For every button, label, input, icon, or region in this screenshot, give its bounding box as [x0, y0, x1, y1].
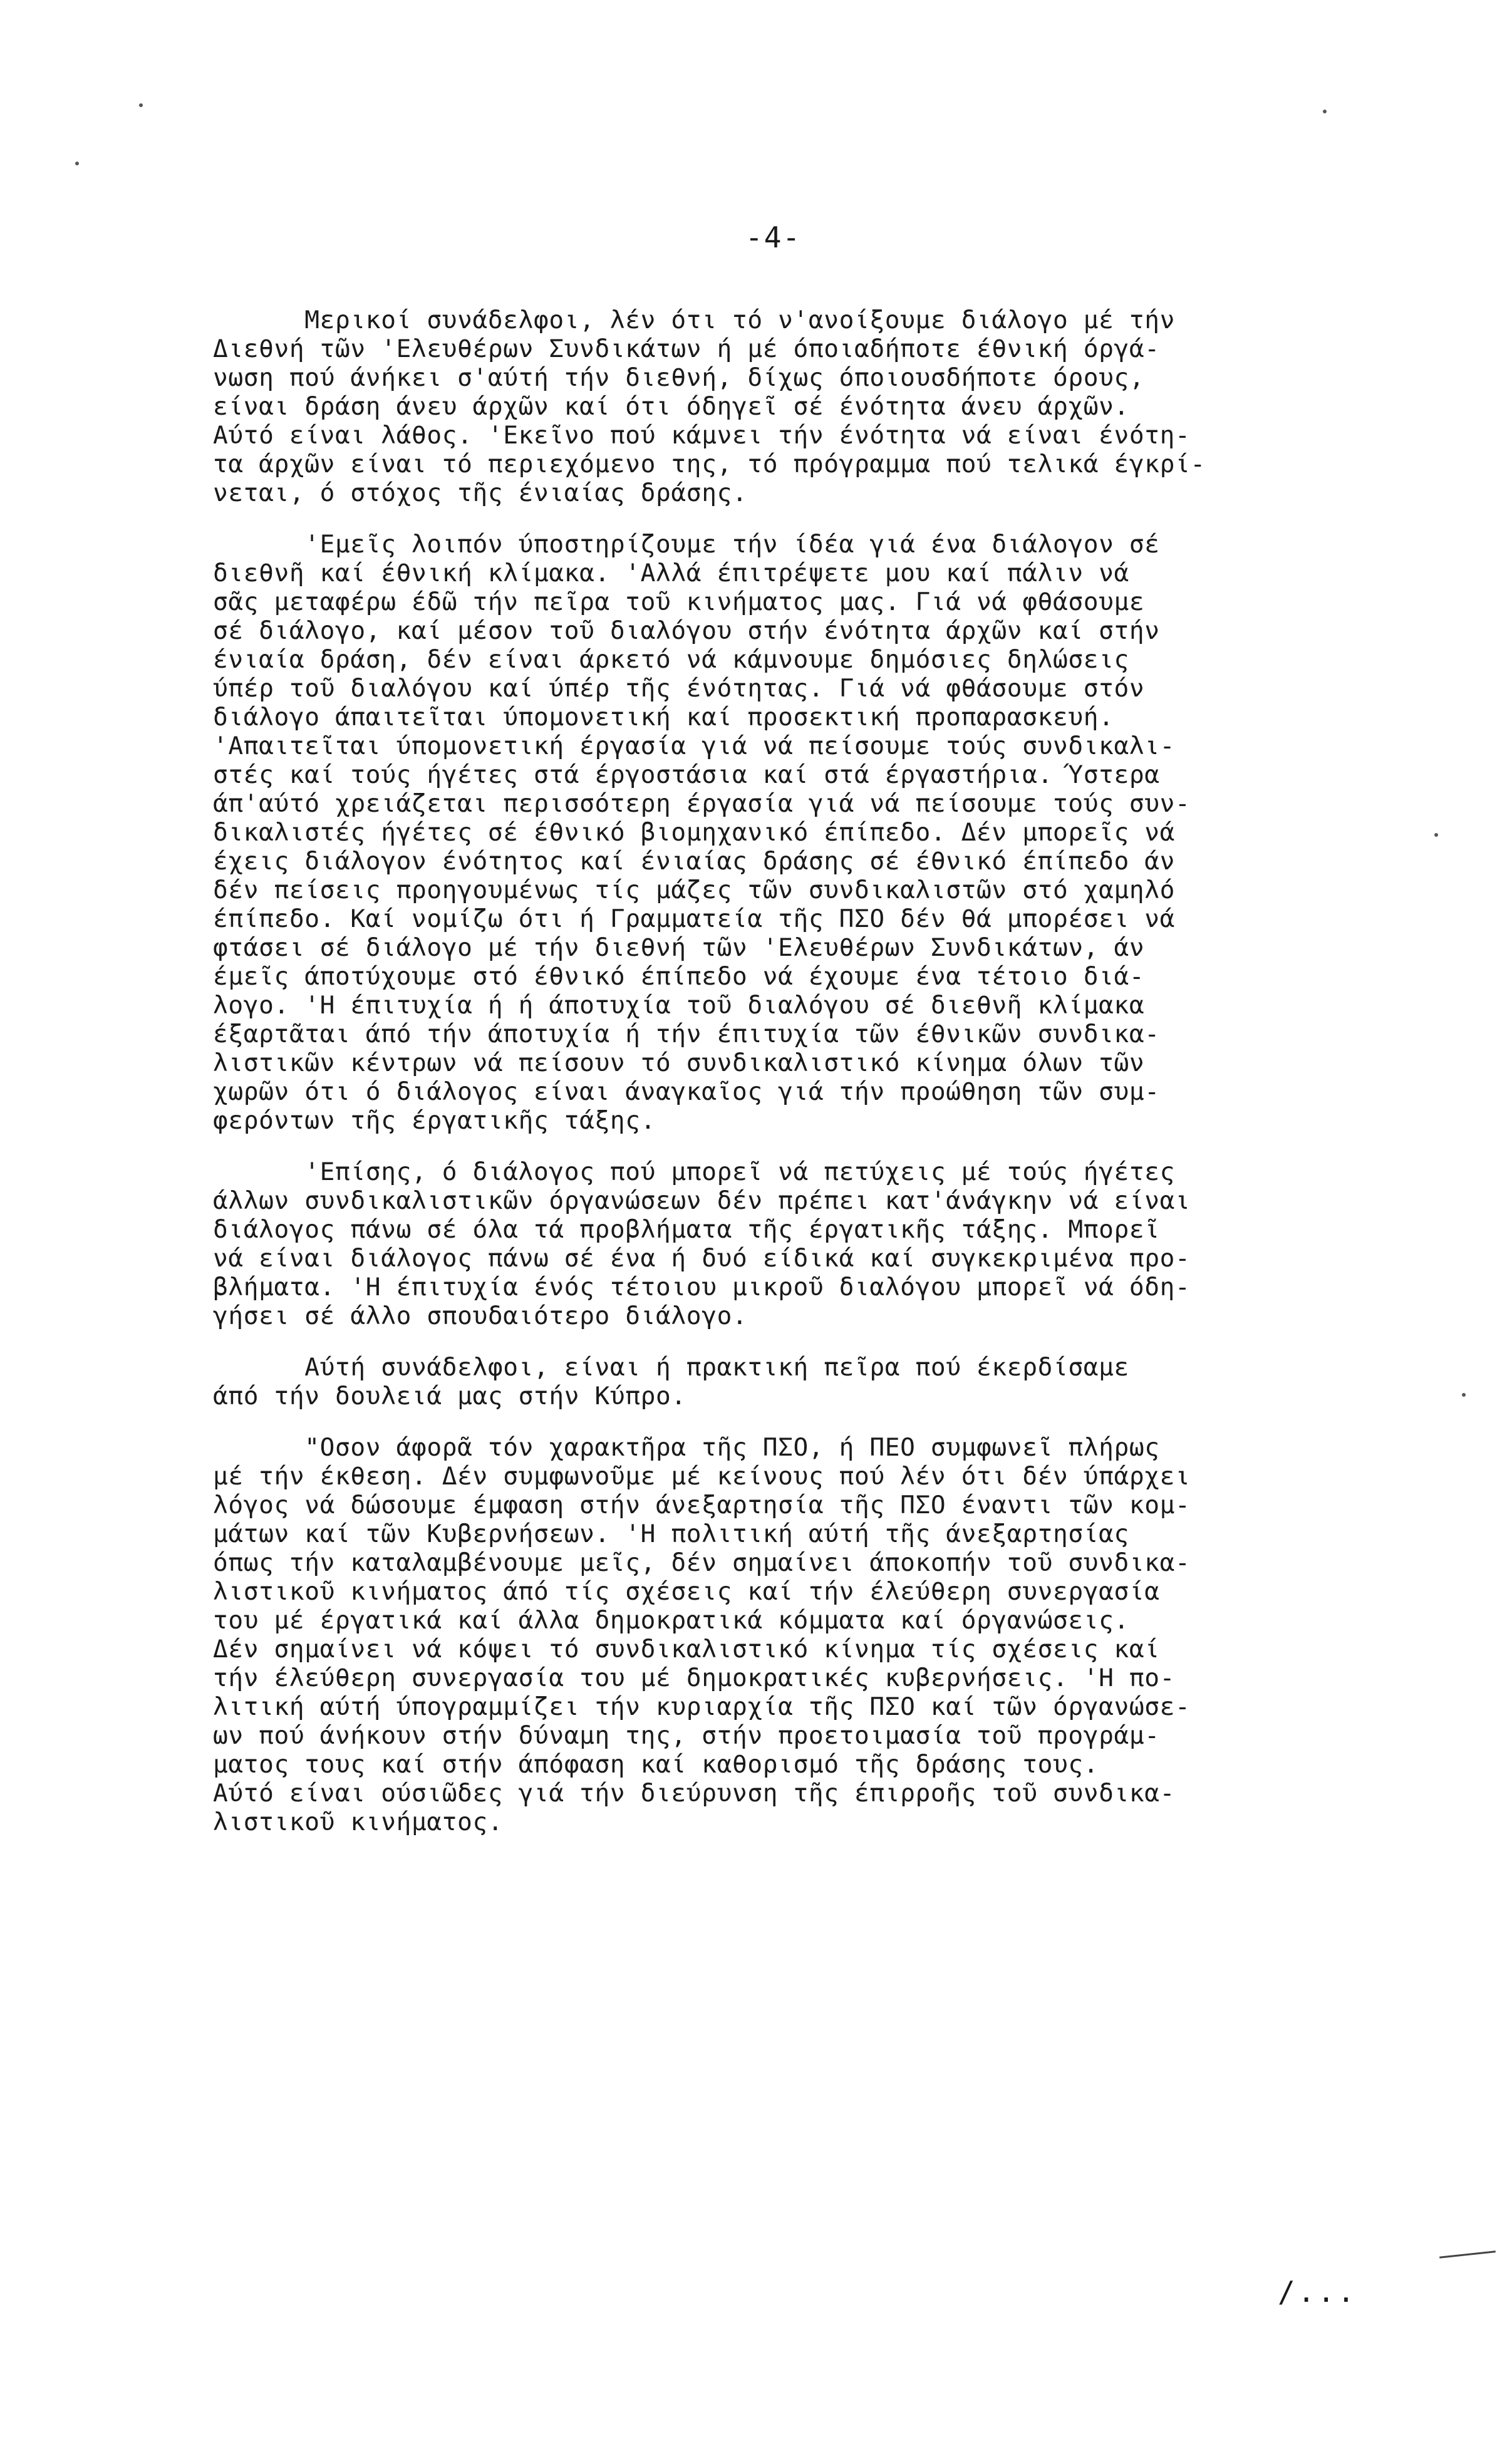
- paragraph: [213, 1353, 1453, 1411]
- scan-speck: [1323, 110, 1327, 113]
- text-line: έχεις διάλογον ένότητος καί ένιαίας δράσης σέ έθνικό έπίπεδο άν: [213, 847, 1176, 876]
- text-line: "Οσον άφορᾶ τόν χαρακτῆρα τῆς ΠΣΟ, ή ΠΕΟ συμφωνεῖ πλήρως: [213, 1433, 1160, 1462]
- text-line: μέ τήν έκθεση. Δέν συμφωνοῦμε μέ κείνους πού λέν ότι δέν ύπάρχει: [213, 1462, 1191, 1491]
- text-line: λιστικοῦ κινήματος.: [213, 1808, 504, 1836]
- text-line: λιτική αύτή ύπογραμμίζει τήν κυριαρχία τῆς ΠΣΟ καί τῶν όργανώσε-: [213, 1692, 1191, 1721]
- text-line: διάλογο άπαιτεῖται ύπομονετική καί προσεκτική προπαρασκευή.: [213, 703, 1114, 732]
- continuation-mark: /...: [1278, 2275, 1357, 2309]
- paragraph: [213, 1157, 1453, 1330]
- text-line: 'Απαιτεῖται ύπομονετική έργασία γιά νά πείσουμε τούς συνδικαλι-: [213, 732, 1176, 760]
- text-line: τα άρχῶν είναι τό περιεχόμενο της, τό πρόγραμμα πού τελικά έγκρί-: [213, 450, 1206, 479]
- text-line: μάτων καί τῶν Κυβερνήσεων. 'Η πολιτική αύτή τῆς άνεξαρτησίας: [213, 1520, 1129, 1548]
- text-line: Διεθνή τῶν 'Ελευθέρων Συνδικάτων ή μέ όποιαδήποτε έθνική όργά-: [213, 334, 1160, 363]
- paragraph: [213, 306, 1453, 507]
- text-line: λόγος νά δώσουμε έμφαση στήν άνεξαρτησία τῆς ΠΣΟ έναντι τῶν κομ-: [213, 1491, 1191, 1520]
- text-line: άλλων συνδικαλιστικῶν όργανώσεων δέν πρέπει κατ'άνάγκην νά είναι: [213, 1186, 1191, 1215]
- text-line: νωση πού άνήκει σ'αύτή τήν διεθνή, δίχως όποιουσδήποτε όρους,: [213, 363, 1145, 392]
- scan-speck: [1434, 833, 1438, 837]
- text-line: φερόντων τῆς έργατικῆς τάξης.: [213, 1106, 656, 1135]
- text-line: 'Εμεῖς λοιπόν ύποστηρίζουμε τήν ίδέα γιά ένα διάλογον σέ: [213, 530, 1160, 559]
- text-line: ύπέρ τοῦ διαλόγου καί ύπέρ τῆς ένότητας. Γιά νά φθάσουμε στόν: [213, 674, 1145, 703]
- page-number: -4-: [745, 220, 802, 254]
- text-line: στές καί τούς ήγέτες στά έργοστάσια καί στά έργαστήρια. Ύστερα: [213, 760, 1160, 789]
- text-line: Δέν σημαίνει νά κόψει τό συνδικαλιστικό κίνημα τίς σχέσεις καί: [213, 1635, 1160, 1664]
- text-line: λιστικῶν κέντρων νά πείσουν τό συνδικαλιστικό κίνημα όλων τῶν: [213, 1048, 1145, 1077]
- text-line: λιστικοῦ κινήματος άπό τίς σχέσεις καί τήν έλεύθερη συνεργασία: [213, 1577, 1160, 1606]
- text-line: άπό τήν δουλειά μας στήν Κύπρο.: [213, 1382, 686, 1411]
- text-line: γήσει σέ άλλο σπουδαιότερο διάλογο.: [213, 1302, 748, 1330]
- text-line: ένιαία δράση, δέν είναι άρκετό νά κάμνουμε δημόσιες δηλώσεις: [213, 645, 1129, 674]
- text-line: Μερικοί συνάδελφοι, λέν ότι τό ν'ανοίξουμε διάλογο μέ τήν: [213, 306, 1176, 334]
- text-line: σέ διάλογο, καί μέσον τοῦ διαλόγου στήν ένότητα άρχῶν καί στήν: [213, 616, 1160, 645]
- text-line: είναι δράση άνευ άρχῶν καί ότι όδηγεῖ σέ ένότητα άνευ άρχῶν.: [213, 392, 1129, 421]
- text-line: φτάσει σέ διάλογο μέ τήν διεθνή τῶν 'Ελευθέρων Συνδικάτων, άν: [213, 933, 1145, 962]
- text-line: διεθνῆ καί έθνική κλίμακα. 'Αλλά έπιτρέψετε μου καί πάλιν νά: [213, 559, 1129, 588]
- paragraph: [213, 1433, 1453, 1836]
- text-line: Αύτό είναι ούσιῶδες γιά τήν διεύρυνση τῆς έπιρροῆς τοῦ συνδικα-: [213, 1779, 1176, 1808]
- text-line: νά είναι διάλογος πάνω σέ ένα ή δυό είδικά καί συγκεκριμένα προ-: [213, 1244, 1191, 1273]
- text-line: όπως τήν καταλαμβένουμε μεῖς, δέν σημαίνει άποκοπήν τοῦ συνδικα-: [213, 1548, 1191, 1577]
- text-line: έπίπεδο. Καί νομίζω ότι ή Γραμματεία τῆς ΠΣΟ δέν θά μπορέσει νά: [213, 904, 1176, 933]
- text-line: τήν έλεύθερη συνεργασία του μέ δημοκρατικές κυβερνήσεις. 'Η πο-: [213, 1664, 1176, 1692]
- document-body: [213, 306, 1453, 1859]
- text-line: ων πού άνήκουν στήν δύναμη της, στήν προετοιμασία τοῦ προγράμ-: [213, 1721, 1160, 1750]
- text-line: Αύτή συνάδελφοι, είναι ή πρακτική πεῖρα πού έκερδίσαμε: [213, 1353, 1129, 1382]
- text-line: νεται, ό στόχος τῆς ένιαίας δράσης.: [213, 479, 748, 507]
- text-line: δικαλιστές ήγέτες σέ έθνικό βιομηχανικό έπίπεδο. Δέν μπορεῖς νά: [213, 818, 1176, 847]
- text-line: 'Επίσης, ό διάλογος πού μπορεῖ νά πετύχεις μέ τούς ήγέτες: [213, 1157, 1176, 1186]
- margin-stroke: [1439, 2250, 1496, 2258]
- text-line: χωρῶν ότι ό διάλογος είναι άναγκαῖος γιά τήν προώθηση τῶν συμ-: [213, 1077, 1160, 1106]
- scan-speck: [75, 162, 79, 165]
- scan-speck: [1462, 1393, 1466, 1397]
- text-line: άπ'αύτό χρειάζεται περισσότερη έργασία γιά νά πείσουμε τούς συν-: [213, 789, 1191, 818]
- text-line: διάλογος πάνω σέ όλα τά προβλήματα τῆς έργατικῆς τάξης. Μπορεῖ: [213, 1215, 1160, 1244]
- text-line: έξαρτᾶται άπό τήν άποτυχία ή τήν έπιτυχία τῶν έθνικῶν συνδικα-: [213, 1020, 1160, 1048]
- scan-speck: [139, 103, 143, 107]
- text-line: ματος τους καί στήν άπόφαση καί καθορισμό τῆς δράσης τους.: [213, 1750, 1099, 1779]
- text-line: βλήματα. 'Η έπιτυχία ένός τέτοιου μικροῦ διαλόγου μπορεῖ νά όδη-: [213, 1273, 1191, 1302]
- text-line: Αύτό είναι λάθος. 'Εκεῖνο πού κάμνει τήν ένότητα νά είναι ένότη-: [213, 421, 1191, 450]
- text-line: σᾶς μεταφέρω έδῶ τήν πεῖρα τοῦ κινήματος μας. Γιά νά φθάσουμε: [213, 588, 1145, 616]
- text-line: λογο. 'Η έπιτυχία ή ή άποτυχία τοῦ διαλόγου σέ διεθνῆ κλίμακα: [213, 991, 1145, 1020]
- text-line: έμεῖς άποτύχουμε στό έθνικό έπίπεδο νά έχουμε ένα τέτοιο διά-: [213, 962, 1145, 991]
- paragraph: [213, 530, 1453, 1135]
- text-line: δέν πείσεις προηγουμένως τίς μάζες τῶν συνδικαλιστῶν στό χαμηλό: [213, 876, 1176, 904]
- text-line: του μέ έργατικά καί άλλα δημοκρατικά κόμματα καί όργανώσεις.: [213, 1606, 1129, 1635]
